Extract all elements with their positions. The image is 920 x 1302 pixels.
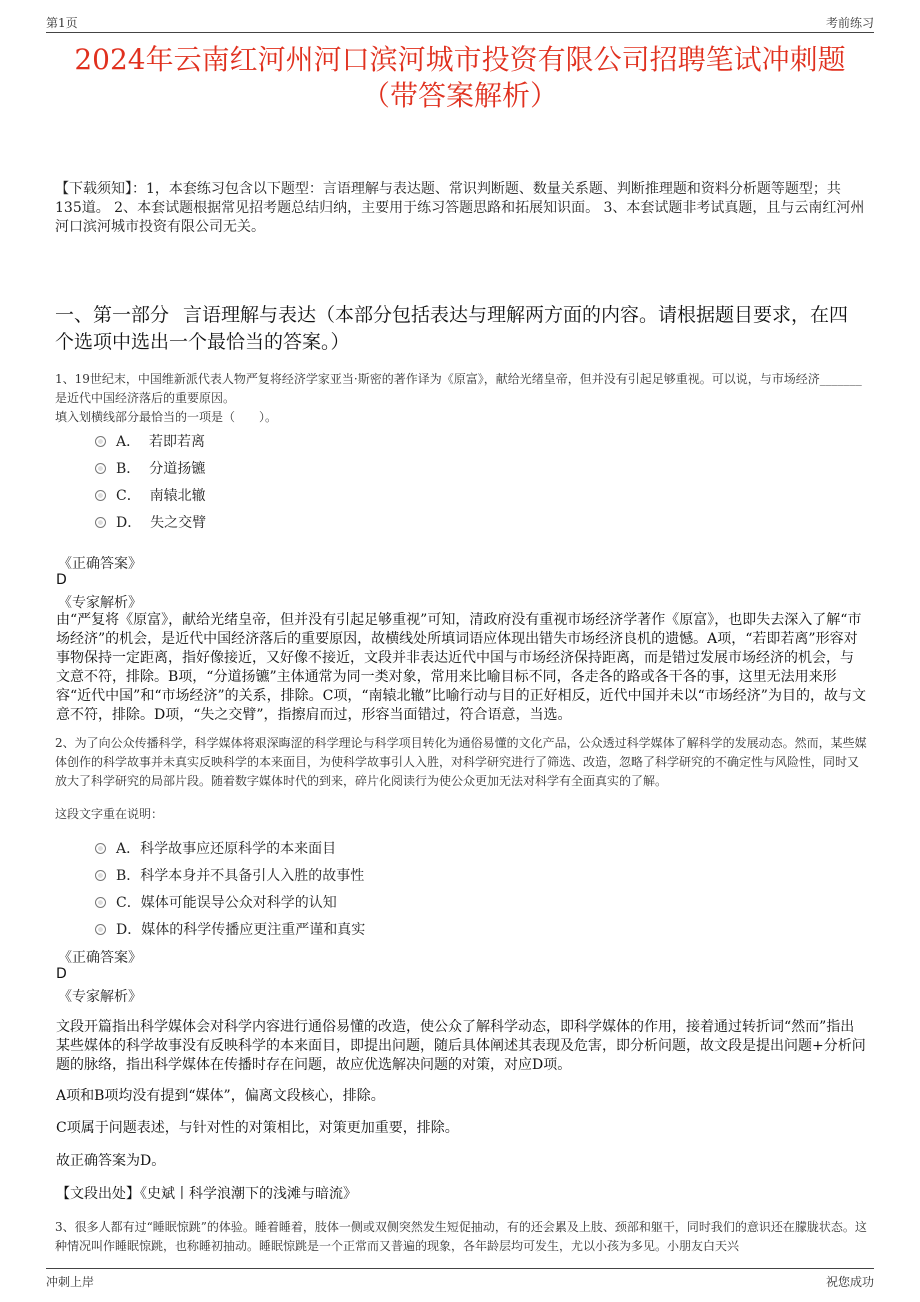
section-prefix: 一、第一部分 <box>55 304 170 326</box>
q1-answer-label: 《正确答案》 <box>58 556 142 572</box>
document-title <box>46 42 874 114</box>
title-line-1: 2024年云南红河州河口滨河城市投资有限公司招聘笔试冲刺题 <box>74 43 846 76</box>
q2-analysis-p2: A项和B项均没有提到“媒体”，偏离文段核心，排除。 <box>56 1088 385 1104</box>
option-letter: B． <box>116 868 141 884</box>
option-letter: A． <box>116 841 141 857</box>
option-letter: C． <box>116 488 141 504</box>
q1-analysis-label: 《专家解析》 <box>58 595 142 611</box>
q1-answer: D <box>56 572 67 588</box>
q2-analysis-p3: C项属于问题表述，与针对性的对策相比，对策更加重要，排除。 <box>56 1120 459 1136</box>
header-page-number: 第1页 <box>46 16 78 30</box>
q2-prompt: 这段文字重在说明： <box>55 807 164 821</box>
option-text: 失之交臂 <box>150 515 207 531</box>
option-letter: C． <box>116 895 141 911</box>
q2-answer-label: 《正确答案》 <box>58 950 142 966</box>
q1-analysis: 由“严复将《原富》，献给光绪皇帝，但并没有引起足够重视”可知，清政府没有重视市场经济学著作《原富》，也即失去深入了解“市场经济”的机会，是近代中国经济落后的重要原因，故横线处所填词语应体现出错失市场经济良机的遗憾。A项，“若即若离”形容对事物保持一定距离，指好像接近，又好像不接近，文段并非表达近代中国与市场经济保持距离，而是错过发展市场经济的机会，与文意不符，排除。B项，“分道扬镳”主体通常为同一类对象，常用来比喻目标不同，各走各的路或各干各的事，这里无法用来形容“近代中国”和“市场经济”的关系，排除。C项，“南辕北辙”比喻行动与目的正好相反，近代中国并未以“市场经济”为目的，故与文意不符，排除。D项，“失之交臂”，指擦肩而过，形容当面错过，符合语意，当选。 <box>56 612 866 723</box>
radio-icon[interactable] <box>95 897 106 908</box>
q2-option-c[interactable] <box>95 892 337 912</box>
option-text: 若即若离 <box>149 434 206 450</box>
section-heading <box>55 302 865 356</box>
option-letter: B． <box>116 461 141 477</box>
option-letter: D． <box>116 515 142 531</box>
q2-option-b[interactable] <box>95 865 364 885</box>
option-letter: A． <box>116 434 141 450</box>
radio-icon[interactable] <box>95 843 106 854</box>
radio-icon[interactable] <box>95 870 106 881</box>
q1-option-d[interactable] <box>95 512 206 532</box>
footer-divider <box>46 1268 874 1269</box>
q2-analysis-label: 《专家解析》 <box>58 989 142 1005</box>
q1-prompt: 填入划横线部分最恰当的一项是（ ）。 <box>55 410 278 424</box>
option-text: 媒体可能误导公众对科学的认知 <box>140 895 337 911</box>
section-text: 言语理解与表达（本部分包括表达与理解两方面的内容。请根据题目要求，在四个选项中选出一个最恰当的答案。） <box>55 304 849 353</box>
radio-icon[interactable] <box>95 463 106 474</box>
q1-stem: 1、19世纪末，中国维新派代表人物严复将经济学家亚当·斯密的著作译为《原富》，献给光绪皇帝，但并没有引起足够重视。可以说，与市场经济_______是近代中国经济落后的重要原因。 <box>55 372 862 405</box>
q2-option-d[interactable] <box>95 919 365 939</box>
q1-option-c[interactable] <box>95 485 206 505</box>
download-notice: 【下载须知】：1，本套练习包含以下题型：言语理解与表达题、常识判断题、数量关系题、判断推理题和资料分析题等题型；共135道。 2、本套试题根据常见招考题总结归纳，主要用于练习答题思路和拓展知识面。 3、本套试题非考试真题，且与云南红河州河口滨河城市投资有限公司无关。 <box>55 181 865 235</box>
radio-icon[interactable] <box>95 924 106 935</box>
footer-right: 祝您成功 <box>825 1275 874 1289</box>
option-text: 科学本身并不具备引人入胜的故事性 <box>140 868 365 884</box>
option-text: 媒体的科学传播应更注重严谨和真实 <box>141 922 366 938</box>
header-label: 考前练习 <box>825 16 874 30</box>
footer-left: 冲刺上岸 <box>46 1275 95 1289</box>
q1-option-b[interactable] <box>95 458 205 478</box>
radio-icon[interactable] <box>95 490 106 501</box>
radio-icon[interactable] <box>95 517 106 528</box>
option-text: 南辕北辙 <box>149 488 206 504</box>
q2-stem: 2、为了向公众传播科学，科学媒体将艰深晦涩的科学理论与科学项目转化为通俗易懂的文化产品，公众透过科学媒体了解科学的发展动态。然而，某些媒体创作的科学故事并未真实反映科学的本来面目，为使科学故事引人入胜，对科学研究进行了筛选、改造，忽略了科学研究的不确定性与风险性，同时又放大了科学研究的局部片段。随着数字媒体时代的到来，碎片化阅读行为使公众更加无法对科学有全面真实的了解。 <box>55 736 867 788</box>
option-text: 科学故事应还原科学的本来面目 <box>140 841 337 857</box>
q2-analysis-p4: 故正确答案为D。 <box>56 1153 166 1169</box>
q2-analysis: 文段开篇指出科学媒体会对科学内容进行通俗易懂的改造，使公众了解科学动态，即科学媒体的作用，接着通过转折词“然而”指出某些媒体的科学故事没有反映科学的本来面目，即提出问题，随后具体阐述其表现及危害，即分析问题，故文段是提出问题+分析问题的脉络，指出科学媒体在传播时存在问题，故应优选解决问题的对策，对应D项。 <box>56 1019 866 1073</box>
q3-stem: 3、很多人都有过“睡眠惊跳”的体验。睡着睡着，肢体一侧或双侧突然发生短促抽动，有的还会累及上肢、颈部和躯干，同时我们的意识还在朦胧状态。这种情况叫作睡眠惊跳，也称睡初抽动。睡眠惊跳是一个正常而又普遍的现象，各年龄层均可发生，尤以小孩为多见。小朋友白天兴 <box>55 1220 867 1253</box>
option-letter: D． <box>116 922 142 938</box>
title-line-2: （带答案解析） <box>361 79 558 112</box>
q2-source: 【文段出处】《史斌丨科学浪潮下的浅滩与暗流》 <box>56 1186 357 1202</box>
q2-answer: D <box>56 966 67 982</box>
header-divider <box>46 32 874 33</box>
radio-icon[interactable] <box>95 436 106 447</box>
q2-option-a[interactable] <box>95 838 336 858</box>
q1-option-a[interactable] <box>95 431 205 451</box>
option-text: 分道扬镳 <box>149 461 206 477</box>
